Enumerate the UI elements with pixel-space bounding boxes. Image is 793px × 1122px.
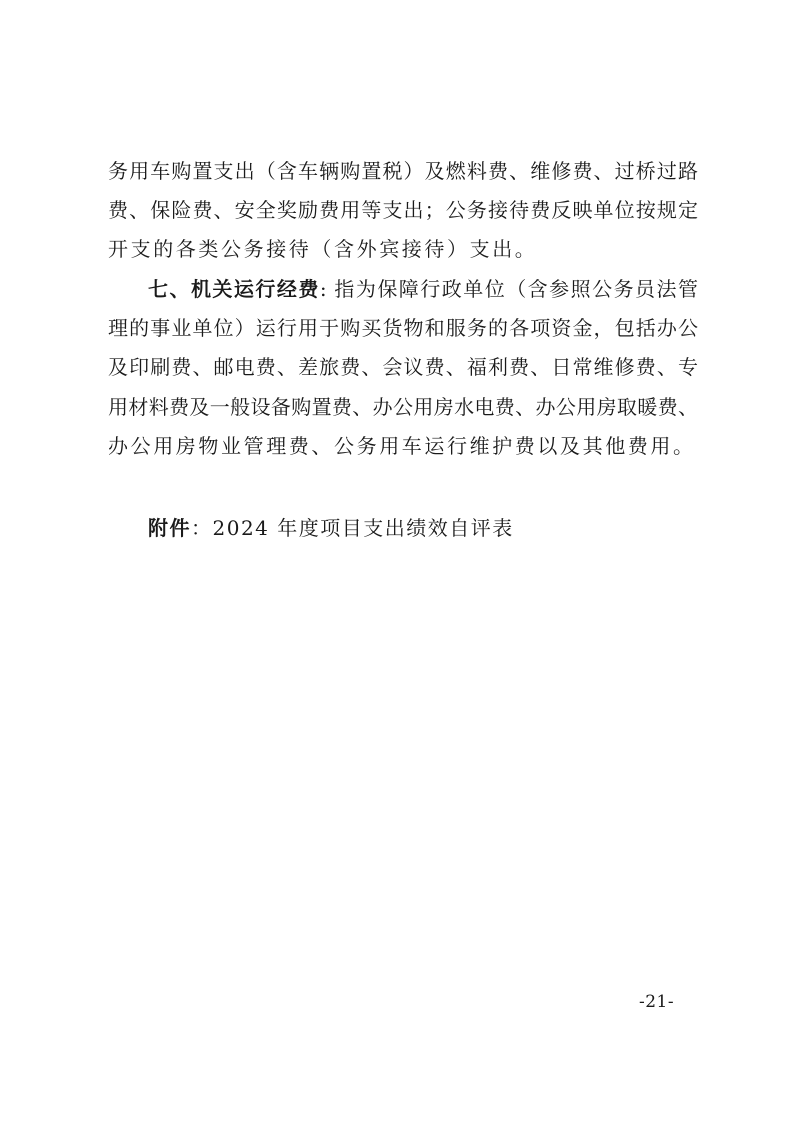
section-7-first-line [148, 274, 698, 304]
body-line-3: 开支的各类公务接待（含外宾接待）支出。 [108, 237, 538, 261]
attachment-label: 附件 [148, 516, 191, 540]
section-7-line-4: 用材料费及一般设备购置费、办公用房水电费、办公用房取暖费、 [108, 395, 698, 419]
section-7-first-line-text: : 指为保障行政单位（含参照公务员法管 [319, 277, 698, 301]
body-line-1: 务用车购置支出（含车辆购置税）及燃料费、维修费、过桥过路 [108, 159, 698, 183]
section-7-line-3: 及印刷费、邮电费、差旅费、会议费、福利费、日常维修费、专 [108, 355, 698, 379]
body-line-2: 费、保险费、安全奖励费用等支出；公务接待费反映单位按规定 [108, 198, 698, 222]
attachment-line [148, 513, 514, 543]
attachment-text: ：2024 年度项目支出绩效自评表 [191, 516, 514, 540]
page-number: -21- [639, 992, 675, 1012]
section-7-heading: 七、机关运行经费 [148, 277, 320, 301]
section-7-line-5: 办公用房物业管理费、公务用车运行维护费以及其他费用。 [108, 434, 696, 458]
section-7-line-2: 理的事业单位）运行用于购买货物和服务的各项资金，包括办公 [108, 316, 698, 340]
